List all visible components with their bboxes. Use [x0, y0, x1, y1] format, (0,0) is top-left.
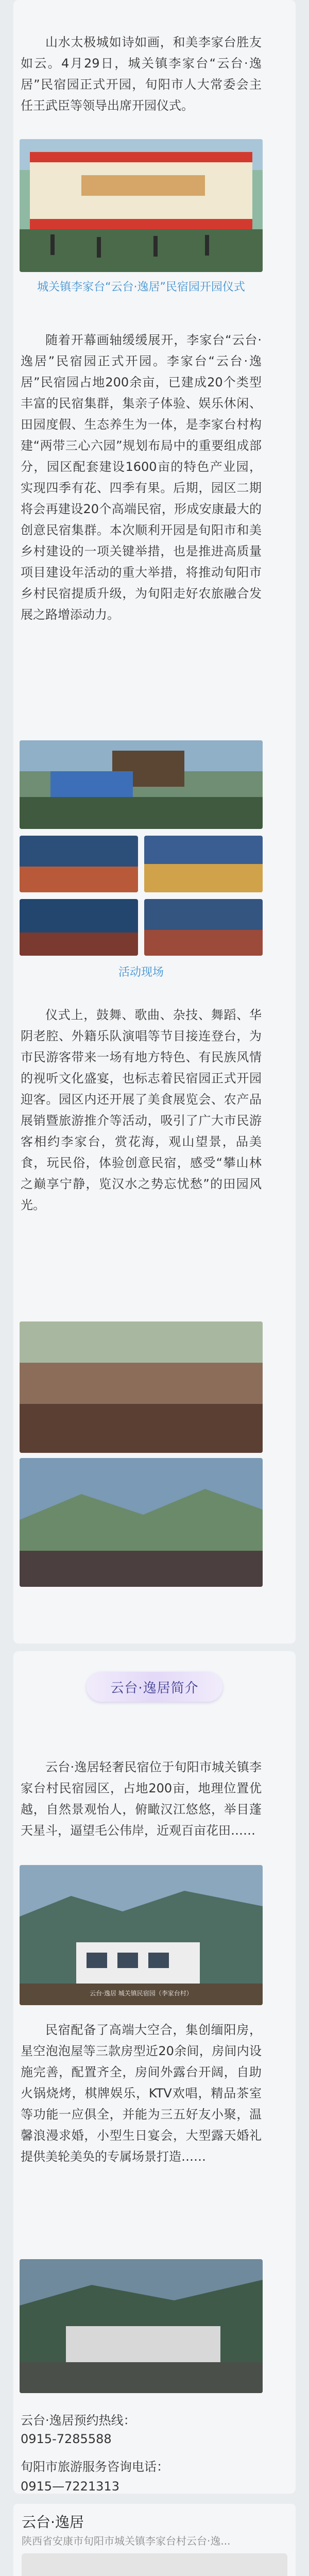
crowd-photo — [20, 1321, 263, 1453]
tourism-hotline-number[interactable]: 0915—7221313 — [21, 2479, 119, 2494]
minsu-facilities-paragraph: 民宿配备了高端大空合，集创缅阳房，星空泡泡屋等三款房型近20余间，房间内设施完善，配置齐全，房间外露台开阔，自助火锅烧烤，棋牌娱乐，KTV欢唱，精品茶室等功能一应俱全，并能为三五好友小聚，温馨浪漫求婚，小型生日宴会，大型露天婚礼提供美轮美奂的专属场景打造…… — [21, 2023, 262, 2164]
booking-hotline-number[interactable]: 0915-7285588 — [21, 2432, 112, 2446]
section-title-pill — [87, 1672, 222, 1702]
dance-performance-photo — [20, 836, 138, 892]
map-pin-icon — [22, 2553, 287, 2576]
acrobatics-performance-photo — [144, 899, 263, 956]
activity-caption: 活动现场 — [118, 966, 164, 979]
mountain-event-photo — [20, 1458, 263, 1587]
tourism-hotline-label: 旬阳市旅游服务咨询电话： — [21, 2460, 169, 2474]
singing-performance-photo — [144, 836, 263, 892]
map-location-title: 云台·逸居 — [22, 2514, 84, 2531]
minsu-aerial-photo — [20, 2259, 263, 2393]
park-description-paragraph: 随着开幕画轴缓缓展开，李家台“云台·逸居”民宿园正式开园。李家台“云台·逸居”民宿园占地200余亩，已建成20个类型丰富的民宿集群，集亲子体验、娱乐休闲、田园度假、生态养生为一体，是李家台村构建“两带三心六园”规划布局中的重要组成部分，园区配套建设1600亩的特色产业园，实现四季有花、四季有果。后期，园区二期将会再建设20个高端民宿，形成安康最大的创意民宿集群。本次顺利开园是旬阳市和美乡村建设的一项关键举措，也是推进高质量项目建设年活动的重大举措，将推动旬阳市乡村民宿提质升级，为旬阳走好农旅融合发展之路增添动力。 — [21, 333, 262, 622]
activity-paragraph: 仪式上，鼓舞、歌曲、杂技、舞蹈、华阴老腔、外籍乐队演唱等节目接连登台，为市民游客带来一场有地方特色、有民族风情的视听文化盛宴，也标志着民宿园正式开园迎客。园区内还开展了美食展览会、农产品展销暨旅游推介等活动，吸引了广大市民游客相约李家台，赏花海，观山望景，品美食，玩民俗，体验创意民宿，感受“攀山林之巅享宁静，览汉水之势忘忧愁”的田园风光。 — [21, 1008, 262, 1212]
stage-performance-photo — [20, 740, 263, 829]
minsu-intro-paragraph: 云台·逸居轻奢民宿位于旬阳市城关镇李家台村民宿园区，占地200亩，地理位置优越，自然景观怡人，俯瞰汉江悠悠，举目蓬天星斗，逼望毛公伟岸，近观百亩花田…… — [21, 1760, 262, 1838]
ceremony-photo — [20, 139, 263, 272]
location-map-card[interactable] — [13, 2504, 296, 2576]
minsu-building-photo — [20, 1865, 263, 2005]
section-title: 云台·逸居简介 — [110, 1680, 199, 1696]
map-preview[interactable] — [22, 2553, 287, 2576]
map-location-address: 陕西省安康市旬阳市城关镇李家台村云台·逸... — [22, 2535, 231, 2547]
booking-hotline-label: 云台·逸居预约热线： — [21, 2413, 136, 2428]
intro-paragraph: 山水太极城如诗如画，和美李家台胜友如云。4月29日，城关镇李家台“云台·逸居”民宿园正式开园，旬阳市人大常委会主任王武臣等领导出席开园仪式。 — [21, 35, 262, 113]
minsu-photo-caption: 云台·逸居 城关镇民宿园（李家台村） — [90, 1990, 193, 1997]
ceremony-caption: 城关镇李家台“云台·逸居”民宿园开园仪式 — [37, 281, 245, 294]
band-performance-photo — [20, 899, 138, 956]
